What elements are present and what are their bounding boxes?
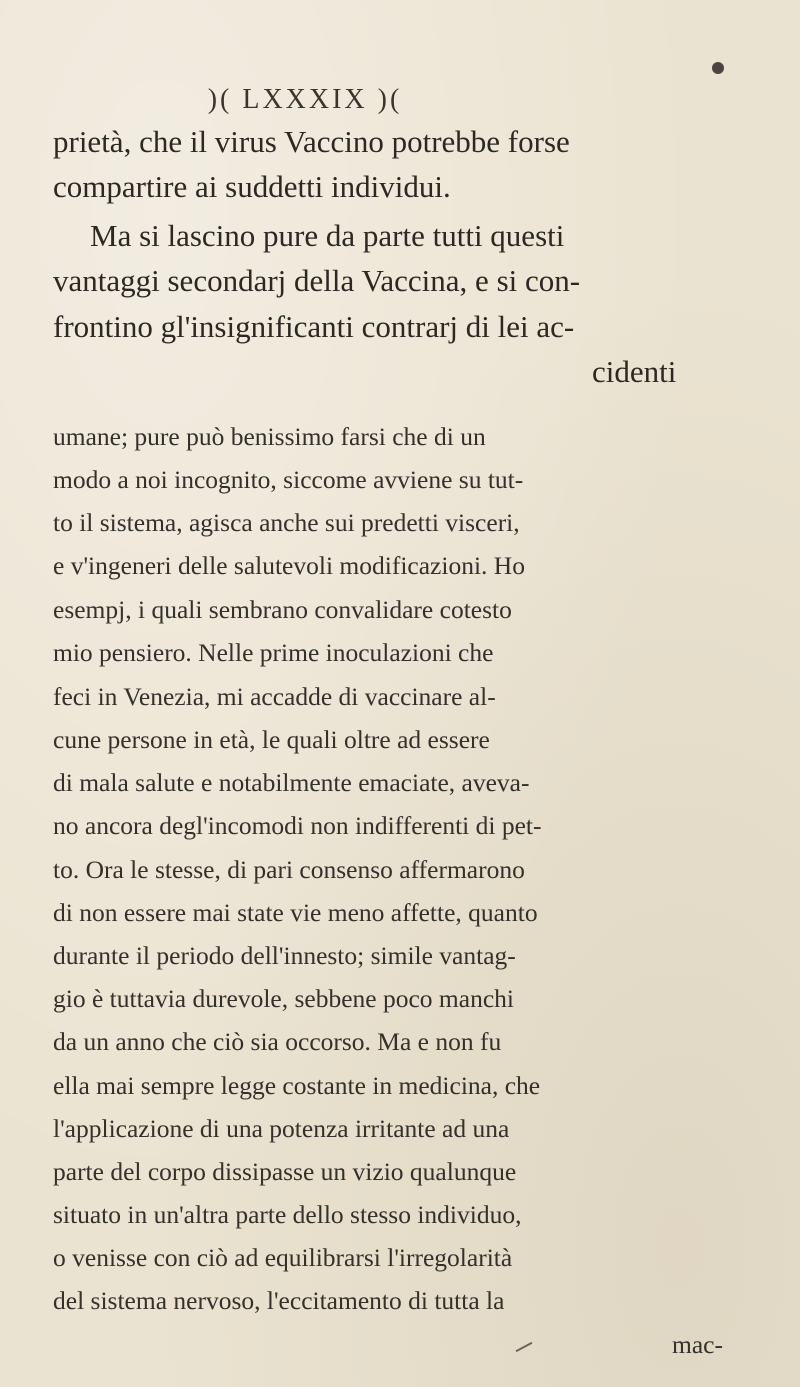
text-line: del sistema nervoso, l'eccitamento di tutta la bbox=[53, 1286, 505, 1315]
text-line: l'applicazione di una potenza irritante ad una bbox=[53, 1114, 510, 1143]
text-line: o venisse con ciò ad equilibrarsi l'irregolarità bbox=[53, 1243, 513, 1272]
stray-mark bbox=[516, 1342, 533, 1352]
text-line: feci in Venezia, mi accadde di vaccinare al- bbox=[53, 682, 496, 711]
text-line: parte del corpo dissipasse un vizio qualunque bbox=[53, 1157, 517, 1186]
text-line: di mala salute e notabilmente emaciate, aveva- bbox=[53, 768, 530, 797]
text-line: situato in un'altra parte dello stesso individuo, bbox=[53, 1200, 522, 1229]
text-line: to il sistema, agisca anche sui predetti visceri, bbox=[53, 508, 520, 537]
text-line: durante il periodo dell'innesto; simile vantag- bbox=[53, 941, 516, 970]
text-line: Ma si lascino pure da parte tutti questi bbox=[90, 218, 565, 253]
text-line: prietà, che il virus Vaccino potrebbe forse bbox=[53, 124, 570, 159]
text-line: gio è tuttavia durevole, sebbene poco manchi bbox=[53, 984, 514, 1013]
text-line: ella mai sempre legge costante in medicina, che bbox=[53, 1071, 541, 1100]
text-line: vantaggi secondarj della Vaccina, e si con- bbox=[53, 263, 581, 298]
text-line: esempj, i quali sembrano convalidare cotesto bbox=[53, 595, 512, 624]
text-line: modo a noi incognito, siccome avviene su tut- bbox=[53, 465, 524, 494]
text-line: e v'ingeneri delle salutevoli modificazioni. Ho bbox=[53, 551, 525, 580]
text-line: mio pensiero. Nelle prime inoculazioni che bbox=[53, 638, 494, 667]
catchword: mac- bbox=[672, 1330, 723, 1359]
text-line: compartire ai suddetti individui. bbox=[53, 169, 451, 204]
text-line: da un anno che ciò sia occorso. Ma e non fu bbox=[53, 1027, 502, 1056]
text-line: no ancora degl'incomodi non indifferenti di pet- bbox=[53, 811, 542, 840]
text-line: umane; pure può benissimo farsi che di un bbox=[53, 422, 486, 451]
text-line: frontino gl'insignificanti contrarj di lei ac- bbox=[53, 309, 575, 344]
text-line: to. Ora le stesse, di pari consenso affermarono bbox=[53, 855, 525, 884]
text-line: di non essere mai state vie meno affette, quanto bbox=[53, 898, 538, 927]
text-line: cune persone in età, le quali oltre ad essere bbox=[53, 725, 490, 754]
page-number-header: )( LXXXIX )( bbox=[207, 84, 403, 115]
ink-dot bbox=[712, 62, 724, 74]
text-line: cidenti bbox=[592, 354, 677, 389]
